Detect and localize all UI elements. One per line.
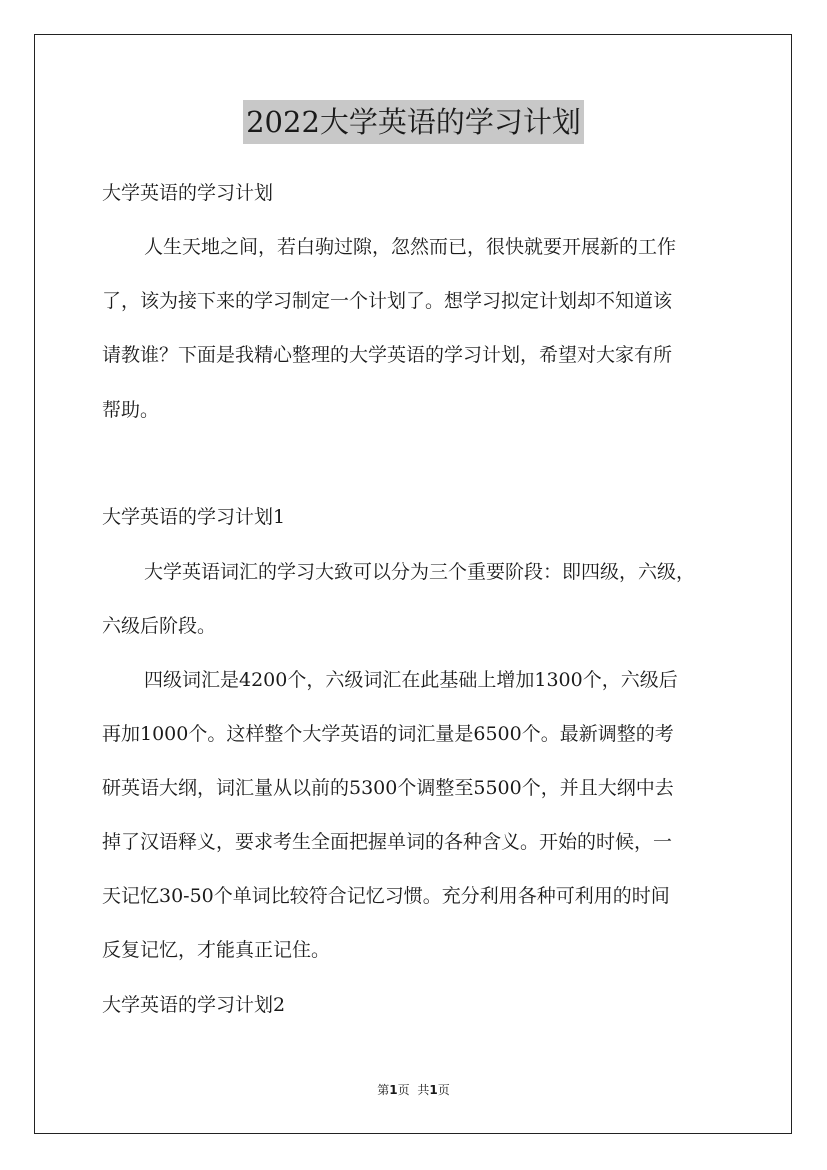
paragraph-line: 反复记忆，才能真正记住。	[102, 939, 331, 961]
section-heading-1: 大学英语的学习计划1	[102, 506, 286, 528]
paragraph-line: 四级词汇是4200个，六级词汇在此基础上增加1300个，六级后	[144, 669, 678, 691]
paragraph-line: 再加1000个。这样整个大学英语的词汇量是6500个。最新调整的考	[102, 723, 674, 745]
footer-page-prefix: 第	[377, 1083, 390, 1097]
paragraph-line: 大学英语词汇的学习大致可以分为三个重要阶段：即四级，六级，	[144, 561, 696, 583]
paragraph-line: 掉了汉语释义，要求考生全面把握单词的各种含义。开始的时候，一	[102, 831, 673, 853]
paragraph-line: 人生天地之间，若白驹过隙，忽然而已，很快就要开展新的工作	[144, 236, 677, 258]
document-title: 2022大学英语的学习计划	[243, 100, 584, 144]
paragraph-line: 了，该为接下来的学习制定一个计划了。想学习拟定计划却不知道该	[102, 290, 673, 312]
footer-total-prefix: 共	[417, 1083, 430, 1097]
section-heading-2: 大学英语的学习计划2	[102, 994, 286, 1016]
footer-total-number: 1	[429, 1083, 438, 1097]
footer-page-suffix: 页	[397, 1083, 410, 1097]
paragraph-line: 帮助。	[102, 399, 160, 421]
paragraph-line: 六级后阶段。	[102, 615, 217, 637]
footer-total-suffix: 页	[437, 1083, 450, 1097]
paragraph-line: 天记忆30-50个单词比较符合记忆习惯。充分利用各种可利用的时间	[102, 885, 670, 907]
section-heading-intro: 大学英语的学习计划	[102, 182, 274, 204]
paragraph-line: 请教谁？下面是我精心整理的大学英语的学习计划，希望对大家有所	[102, 344, 673, 366]
paragraph-line: 研英语大纲，词汇量从以前的5300个调整至5500个，并且大纲中去	[102, 777, 674, 799]
title-container	[0, 100, 827, 144]
footer-page-number: 1	[389, 1083, 398, 1097]
page-footer	[0, 1081, 827, 1098]
